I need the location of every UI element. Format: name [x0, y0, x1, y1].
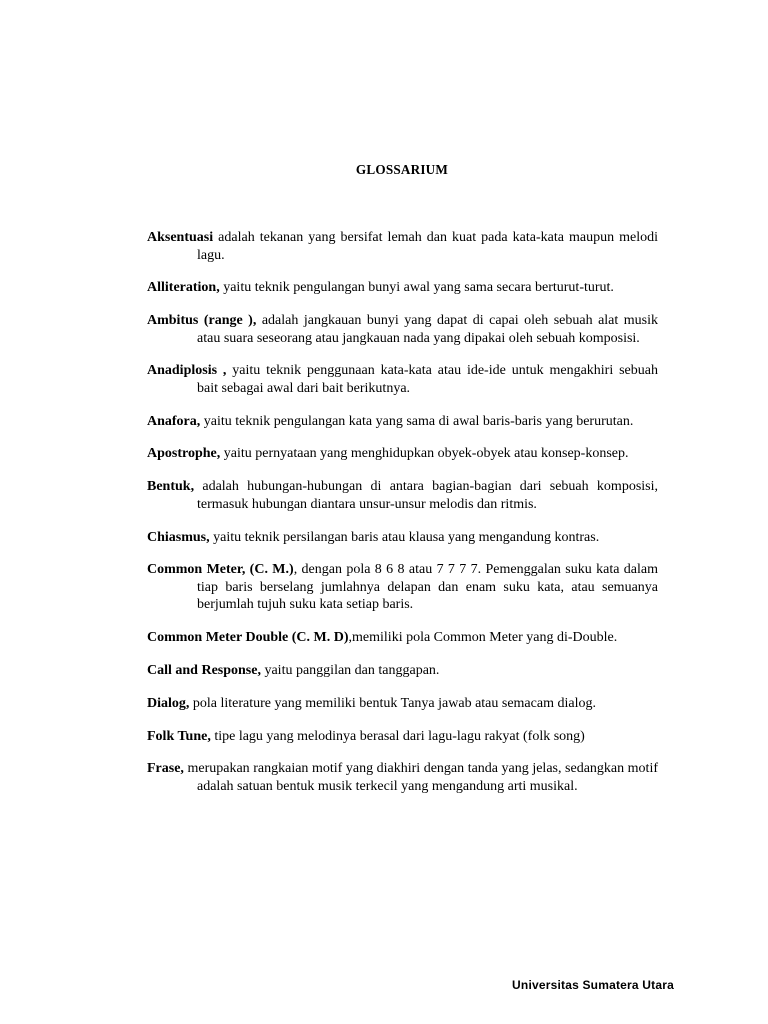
- entry-definition: yaitu teknik persilangan baris atau klausa yang mengandung kontras.: [209, 529, 600, 545]
- entry-definition: adalah hubungan-hubungan di antara bagian-bagian dari sebuah komposisi, termasuk hubungan diantara unsur-unsur melodis dan ritmis.: [194, 479, 658, 512]
- entry-term: Bentuk,: [147, 479, 195, 495]
- entry-term: Dialog,: [147, 695, 190, 711]
- entry-definition: pola literature yang memiliki bentuk Tanya jawab atau semacam dialog.: [189, 695, 596, 711]
- entry-term: Alliteration,: [147, 280, 220, 296]
- entry-term: Common Meter Double (C. M. D): [147, 630, 349, 646]
- glossary-entry: [147, 695, 658, 713]
- entry-definition: yaitu pernyataan yang menghidupkan obyek-obyek atau konsep-konsep.: [220, 446, 629, 462]
- entry-definition: adalah jangkauan bunyi yang dapat di capai oleh sebuah alat musik atau suara seseorang atau jangkauan nada yang dipakai oleh sebuah komposisi.: [197, 313, 658, 346]
- entry-definition: yaitu teknik pengulangan bunyi awal yang sama secara berturut-turut.: [219, 280, 614, 296]
- entry-definition: tipe lagu yang melodinya berasal dari lagu-lagu rakyat (folk song): [210, 728, 585, 744]
- entry-definition: ,memiliki pola Common Meter yang di-Double.: [348, 630, 618, 646]
- glossary-entry: [147, 445, 658, 463]
- entry-term: Chiasmus,: [147, 529, 210, 545]
- entry-term: Aksentuasi: [147, 230, 214, 245]
- glossary-list: [147, 229, 658, 811]
- glossary-entry: [147, 279, 658, 297]
- glossary-entry: [147, 728, 658, 746]
- entry-term: Call and Response,: [147, 662, 261, 678]
- glossary-entry: [147, 312, 658, 347]
- entry-definition: yaitu teknik penggunaan kata-kata atau ide-ide untuk mengakhiri sebuah bait sebagai awal dari bait berikutnya.: [197, 363, 658, 396]
- entry-term: Folk Tune,: [147, 728, 211, 744]
- page-title: GLOSSARIUM: [355, 162, 449, 177]
- footer-institution: Universitas Sumatera Utara: [512, 978, 674, 992]
- entry-term: Frase,: [147, 761, 184, 777]
- entry-term: Anafora,: [147, 413, 201, 429]
- entry-term: Ambitus (range ),: [147, 313, 257, 329]
- entry-definition: , dengan pola 8 6 8 atau 7 7 7 7. Pemenggalan suku kata dalam tiap baris berselang jumlahnya delapan dan enam suku kata, atau semuanya berjumlah tujuh suku kata setiap baris.: [197, 562, 658, 613]
- entry-definition: yaitu teknik pengulangan kata yang sama di awal baris-baris yang berurutan.: [200, 413, 634, 429]
- glossary-entry: [147, 760, 658, 795]
- entry-definition: yaitu panggilan dan tanggapan.: [260, 662, 440, 678]
- glossary-entry: [147, 413, 658, 431]
- entry-definition: adalah tekanan yang bersifat lemah dan kuat pada kata-kata maupun melodi lagu.: [197, 230, 658, 263]
- glossary-entry: [147, 662, 658, 680]
- entry-term: Anadiplosis ,: [147, 363, 227, 379]
- glossary-entry: [147, 561, 658, 614]
- entry-definition: merupakan rangkaian motif yang diakhiri dengan tanda yang jelas, sedangkan motif adalah satuan bentuk musik terkecil yang mengandung arti musikal.: [183, 761, 658, 794]
- entry-term: Common Meter, (C. M.): [147, 562, 294, 578]
- glossary-entry: [147, 229, 658, 264]
- entry-term: Apostrophe,: [147, 446, 221, 462]
- glossary-entry: [147, 478, 658, 513]
- glossary-entry: [147, 529, 658, 547]
- glossary-entry: [147, 362, 658, 397]
- glossary-entry: [147, 629, 658, 647]
